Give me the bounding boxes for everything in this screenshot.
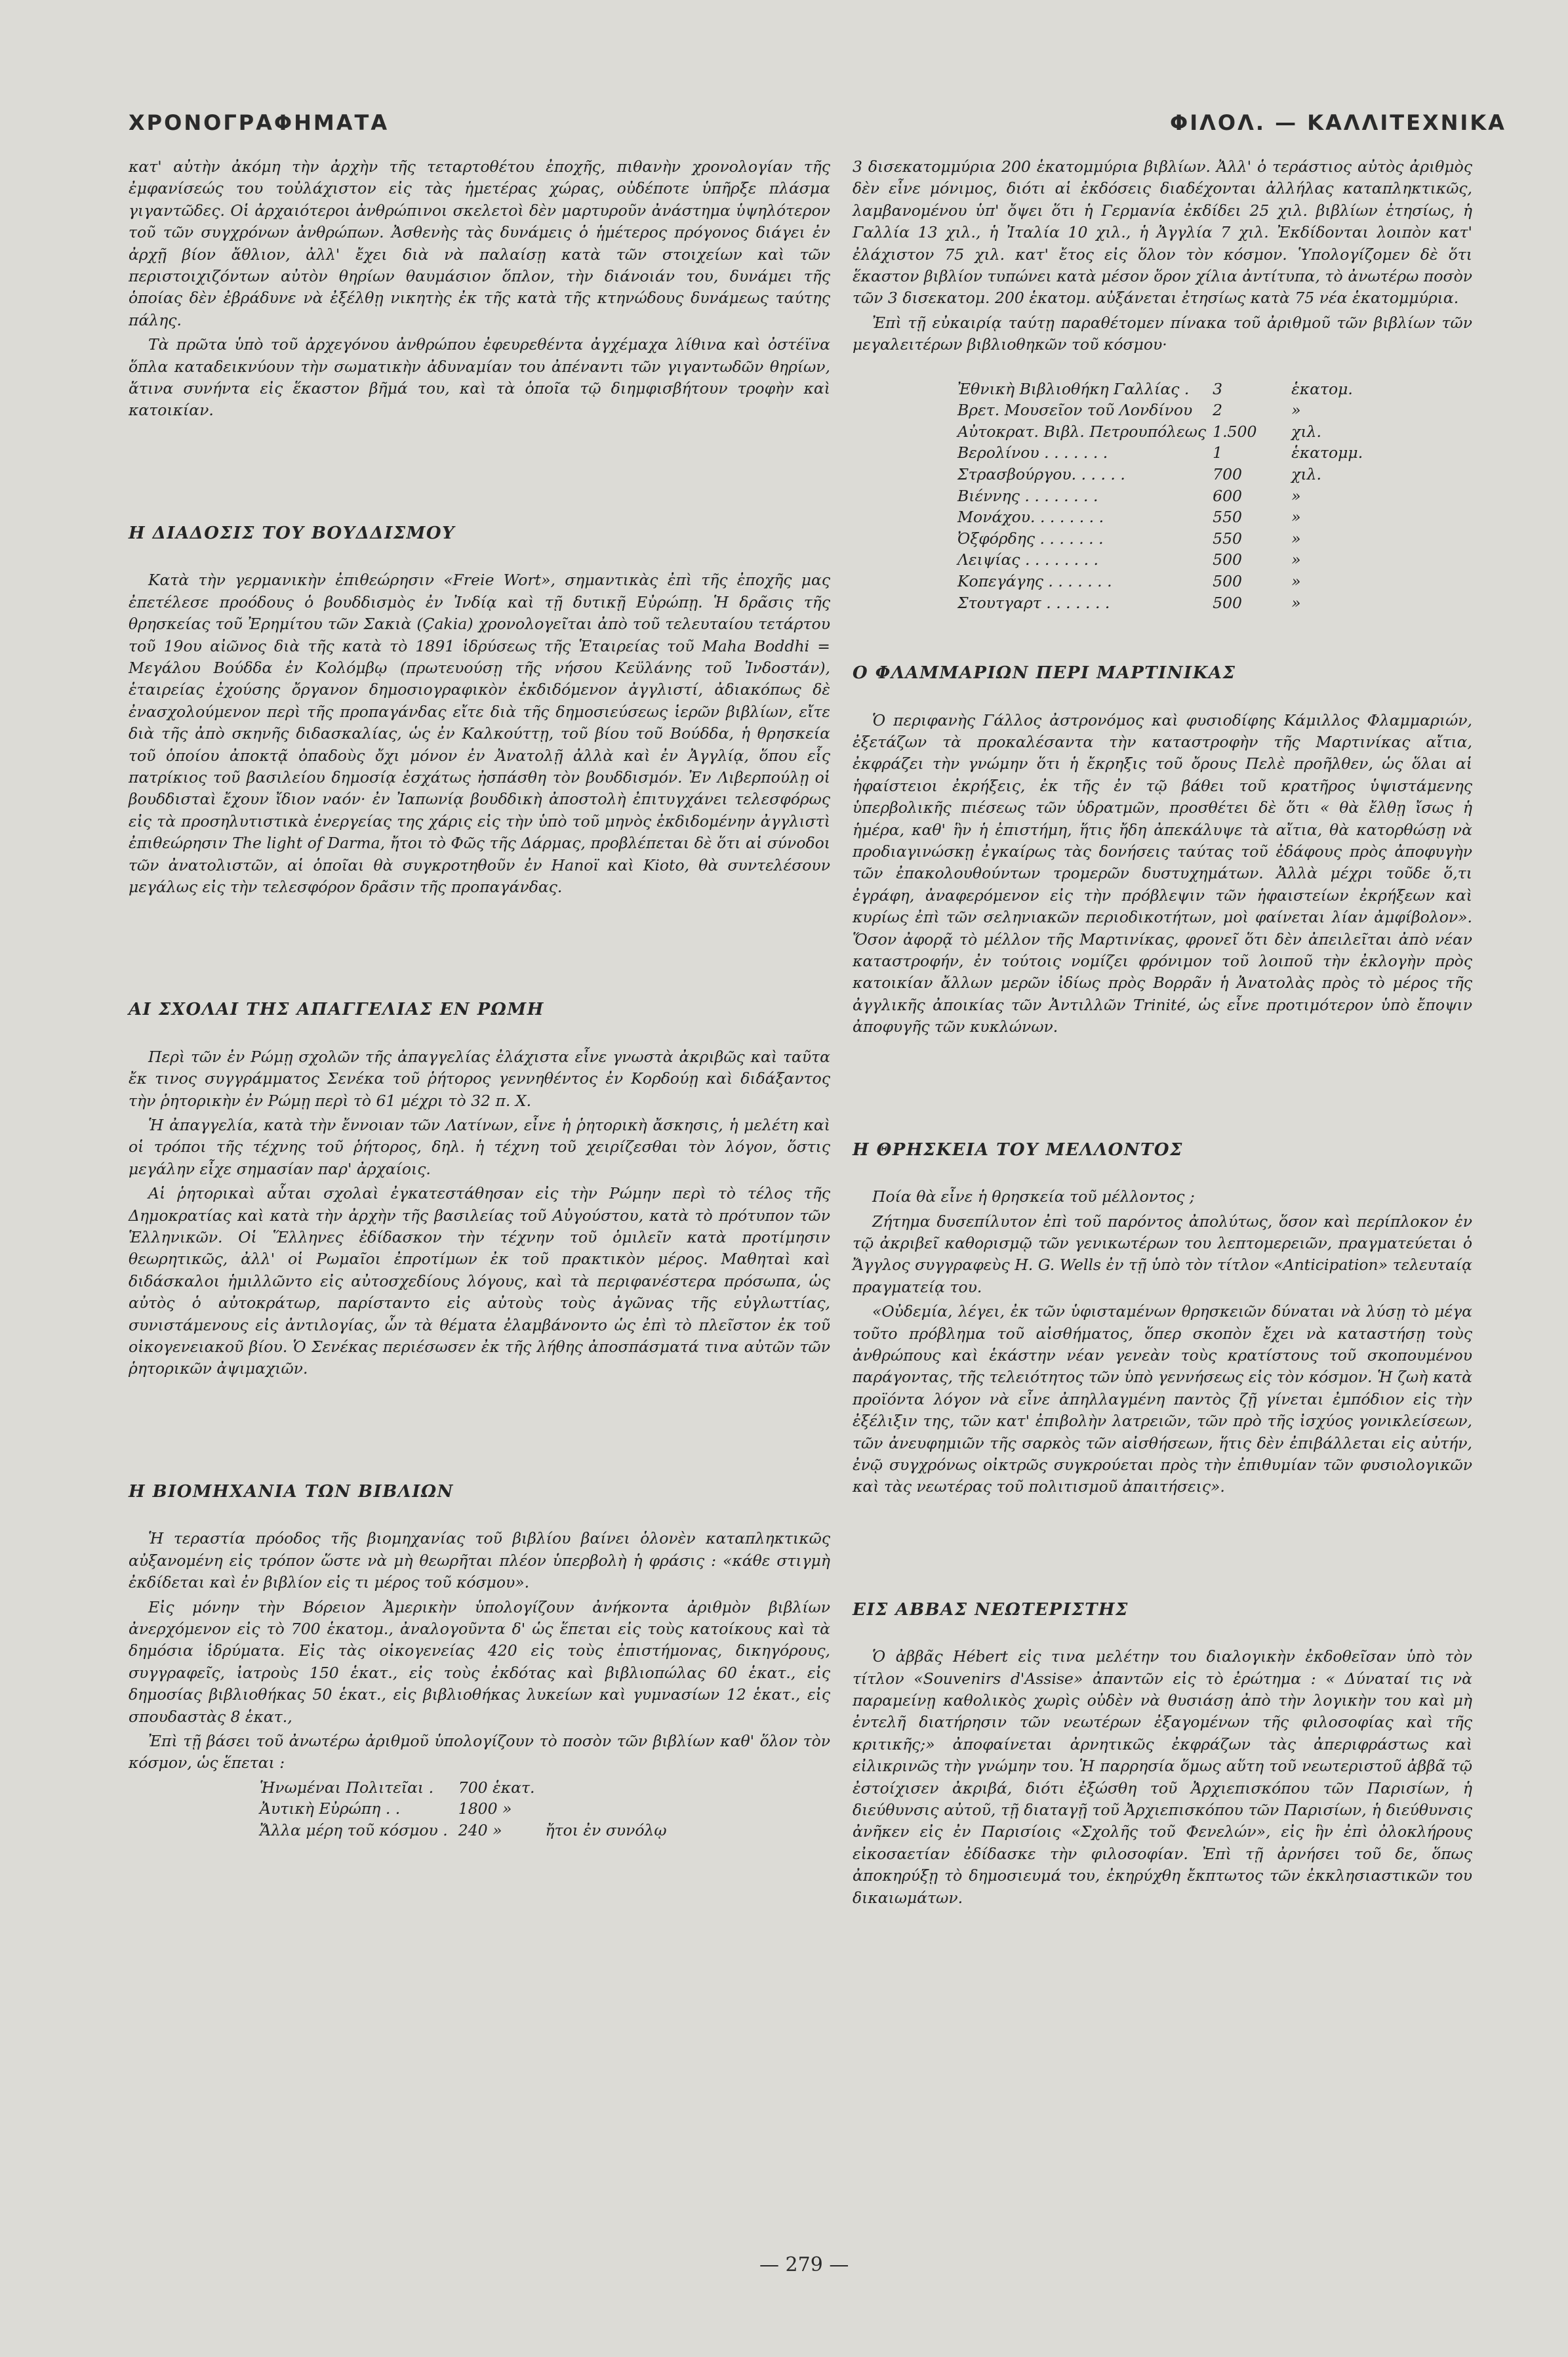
library-name: Ὀξφόρδης . . . . . . . bbox=[957, 529, 1104, 548]
library-name: Αὐτοκρατ. Βιβλ. Πετρουπόλεως bbox=[957, 422, 1207, 441]
library-count: 1.500 bbox=[1213, 422, 1257, 441]
library-count: 500 bbox=[1213, 572, 1242, 590]
section-title-buddhism: Η ΔΙΑΔΟΣΙΣ ΤΟΥ ΒΟΥΔΔΙΣΜΟΥ bbox=[129, 523, 456, 543]
section-body-buddhism: Κατὰ τὴν γερμανικὴν ἐπιθεώρησιν «Freie Wort», σημαντικὰς ἐπὶ τῆς ἐποχῆς μας ἐπετέλεσε προόδους ὁ βουδδισμὸς ἐν Ἰνδίᾳ καὶ τῇ δυτικῇ Εὐρώπῃ. Ἡ δρᾶσις τῆς θρησκείας τοῦ Ἐρημίτου τῶν Σακιὰ (Çakia) χρονολογεῖται ἀπὸ τοῦ τελευταίου τετάρτου τοῦ 19ου αἰῶνος διὰ τῆς κατὰ τὸ 1891 ἱδρύσεως τῆς Ἑταιρείας τοῦ Maha Boddhi = Μεγάλου Βούδδα ἐν Κολόμβῳ (πρωτευούσῃ τῆς νήσου Κεϋλάνης τοῦ Ἰνδοστάν), ἑταιρείας ἐχούσης ὄργανον δημοσιογραφικὸν ἐκδιδόμενον ἀγγλιστί, ἀδιακόπως δὲ ἐνασχολούμενον περὶ τῆς προπαγάνδας εἴτε διὰ τῆς δημοσιεύσεως ἱερῶν βιβλίων, εἴτε διὰ τῆς ἀπὸ σκηνῆς διδασκαλίας, ὡς ἐν Καλκούττῃ, τοῦ βίου τοῦ Βούδδα, ἡ θρησκεία τοῦ ὁποίου ἀποκτᾷ ὀπαδοὺς ὄχι μόνον ἐν Ἀνατολῇ ἀλλὰ καὶ ἐν Ἀγγλίᾳ, ὅπου εἷς πατρίκιος τοῦ βασιλείου δημοσίᾳ ἐσχάτως ἠσπάσθη τὸν βουδδισμόν. Ἐν Λιβερπούλῃ οἱ βουδδισταὶ ἔχουν ἴδιον ναόν· ἐν Ἰαπωνίᾳ βουδδικὴ ἀποστολὴ ἐπιτυγχάνει τελεσφόρως εἰς τὰ προσηλυτιστικὰ ἐνεργείας της χάρις εἰς τὴν ὑπὸ τοῦ μηνὸς ἐκδιδομένην ἀγγλιστὶ ἐπιθεώρησιν The light of Darma, ἤτοι τὸ Φῶς τῆς Δάρμας, προβλέπεται δὲ ὅτι αἱ σύνοδοι τῶν ἀνατολιστῶν, αἱ ὁποῖαι θὰ συγκροτηθοῦν ἐν Hanoï καὶ Kioto, θὰ συντελέσουν μεγάλως εἰς τὴν τελεσφόρον δρᾶσιν τῆς προπαγάνδας. bbox=[129, 571, 830, 896]
running-head-left: ΧΡΟΝΟΓΡΑΦΗΜΑΤΑ bbox=[129, 110, 390, 135]
region-value: 240 » bbox=[458, 1820, 502, 1839]
library-count: 500 bbox=[1213, 550, 1242, 569]
section-body-book-industry: Ἐπὶ τῇ βάσει τοῦ ἀνωτέρω ἀριθμοῦ ὑπολογίζουν τὸ ποσὸν τῶν βιβλίων καθ' ὅλον τὸν κόσμον, ὡς ἕπεται : bbox=[129, 1731, 830, 1773]
table-row bbox=[260, 1820, 677, 1841]
library-count: 600 bbox=[1213, 486, 1242, 505]
section-body-flammarion: Ὁ περιφανὴς Γάλλος ἀστρονόμος καὶ φυσιοδίφης Κάμιλλος Φλαμμαριών, ἐξετάζων τὰ προκαλέσαντα τὴν καταστροφὴν τῆς Μαρτινίκας αἴτια, ἐκφράζει τὴν γνώμην ὅτι ἡ ἔκρηξις τοῦ ὄρους Πελὲ προῆλθεν, ὡς ὅλαι αἱ ἡφαίστειοι ἐκρήξεις, ἐκ τῆς ἐν τῷ βάθει τοῦ κρατῆρος ὑψιστάμενης ὑπερβολικῆς πιέσεως τῶν ὑδρατμῶν, προσθέτει δὲ ὅτι « θὰ ἔλθῃ ἴσως ἡ ἡμέρα, καθ' ἣν ἡ ἐπιστήμη, ἥτις ἤδη ἀπεκάλυψε τὰ αἴτια, θὰ κατορθώσῃ νὰ προδιαγινώσκῃ ἐγκαίρως τὰς δονήσεις ταύτας τοῦ ἐδάφους πρὸς ἀποφυγὴν τῶν ἐπακολουθούντων τρομερῶν δυστυχημάτων. Ἀλλὰ μέχρι τοῦδε ὅ,τι ἐγράφη, ἀναφερόμενον εἰς τὴν πρόβλεψιν τῶν ἡφαιστείων ἐκρήξεων καὶ κυρίως ἐπὶ τῶν σεληνιακῶν περιοδικοτήτων, μοὶ φαίνεται λίαν ἀμφίβολον». Ὅσον ἀφορᾷ τὸ μέλλον τῆς Μαρτινίκας, φρονεῖ ὅτι δὲν ἀπειλεῖται ἀπὸ νέαν καταστροφήν, ἐν τούτοις νομίζει φρόνιμον τοῦ λοιποῦ τὴν ἐκλογὴν πρὸς κατοικίαν ἄλλων μερῶν ἰδίως πρὸς Βορρᾶν ἡ Ἀνατολὰς πρὸς τὸ μέρος τῆς ἀγγλικῆς ἀποικίας τῶν Ἀντιλλῶν Trinité, ὡς εἶνε προτιμότερον ὑπὸ ἔποψιν ἀποφυγῆς τῶν κυκλώνων. bbox=[853, 710, 1472, 1036]
library-unit: χιλ. bbox=[1291, 465, 1321, 484]
library-count: 550 bbox=[1213, 508, 1242, 527]
left-column bbox=[129, 156, 830, 1841]
section-body-book-industry: Ἡ τεραστία πρόοδος τῆς βιομηχανίας τοῦ βιβλίου βαίνει ὁλονὲν καταπληκτικῶς αὐξανομένη εἰς τρόπον ὥστε νὰ μὴ θεωρῆται πλέον ὑπερβολὴ ἡ φράσις : «κάθε στιγμὴ ἐκδίδεται καὶ ἐν βιβλίον εἰς τι μέρος τοῦ κόσμου». bbox=[129, 1529, 830, 1592]
table-row bbox=[957, 549, 1369, 571]
table-row bbox=[957, 400, 1369, 421]
library-name: Μονάχου. . . . . . . . bbox=[957, 508, 1104, 527]
right-column bbox=[853, 156, 1472, 1912]
running-head-right: ΦΙΛΟΛ. — ΚΑΛΛΙΤΕΧΝΙΚΑ bbox=[1170, 110, 1506, 135]
library-unit: » bbox=[1291, 486, 1301, 505]
section-body-rhetoric: Ἡ ἀπαγγελία, κατὰ τὴν ἔννοιαν τῶν Λατίνων, εἶνε ἡ ῥητορικὴ ἄσκησις, ἡ μελέτη καὶ οἱ τρόποι τῆς τέχνης τοῦ ῥήτορος, δηλ. ἡ τέχνη τοῦ χειρίζεσθαι τὸν λόγον, ὅστις μεγάλην εἶχε σημασίαν παρ' ἀρχαίοις. bbox=[129, 1116, 830, 1178]
table-row bbox=[957, 442, 1369, 464]
section-body-rhetoric: Αἱ ῥητορικαὶ αὗται σχολαὶ ἐγκατεστάθησαν εἰς τὴν Ρώμην περὶ τὸ τέλος τῆς Δημοκρατίας καὶ κατὰ τὴν ἀρχὴν τῆς βασιλείας τοῦ Αὐγούστου, κατὰ τὸ πρότυπον τῶν Ἑλληνικῶν. Οἱ Ἕλληνες ἐδίδασκον τὴν τέχνην τοῦ ὁμιλεῖν κατὰ προτίμησιν θεωρητικῶς, ἀλλ' οἱ Ρωμαῖοι ἐπροτίμων ἐκ τοῦ πρακτικὸν μέρος. Μαθηταὶ καὶ διδάσκαλοι ἡμιλλῶντο εἰς αὐτοσχεδίους λόγους, καὶ τὰ περιφανέστερα πρόσωπα, ὡς αὐτὸς ὁ αὐτοκράτωρ, παρίσταντο εἰς αὐτοὺς τοὺς ἀγῶνας τῆς εὐγλωττίας, συνιστάμενους εἰς ἀντιλογίας, ὧν τὰ θέματα ἐλαμβάνοντο ὡς ἐπὶ τὸ πλεῖστον ἐκ τοῦ οἰκογενειακοῦ βίου. Ὁ Σενέκας περιέσωσεν ἐκ τῆς λήθης ἀποσπάσματά τινα αὐτῶν τῶν ῥητορικῶν ἀψιμαχιῶν. bbox=[129, 1184, 830, 1378]
region-value: 1800 » bbox=[458, 1799, 512, 1818]
table-row bbox=[957, 506, 1369, 528]
library-count: 550 bbox=[1213, 529, 1242, 548]
intro-paragraph: Τὰ πρῶτα ὑπὸ τοῦ ἀρχεγόνου ἀνθρώπου ἐφευρεθέντα ἀγχέμαχα λίθινα καὶ ὀστέϊνα ὅπλα καταδεικνύουν τὴν σωματικὴν ἀδυναμίαν του ἀπέναντι τῶν γιγαντωδῶν θηρίων, ἅτινα συνήντα εἰς ἕκαστον βῆμά του, καὶ τὰ ὁποῖα τῷ διημφισβήτουν τροφὴν καὶ κατοικίαν. bbox=[129, 335, 830, 420]
library-name: Βιέννης . . . . . . . . bbox=[957, 486, 1098, 505]
intro-paragraph: κατ' αὐτὴν ἀκόμη τὴν ἀρχὴν τῆς τεταρτοθέτου ἐποχῆς, πιθανὴν χρονολογίαν τῆς ἐμφανίσεώς του τοὐλάχιστον εἰς τὰς ἡμετέρας χώρας, οὐδέποτε ὑπῆρξε πλάσμα γιγαντῶδες. Οἱ ἀρχαιότεροι ἀνθρώπινοι σκελετοὶ δὲν μαρτυροῦν ἀνάστημα ὑψηλότερον τοῦ τῶν συγχρόνων ἀνθρώπων. Ἀσθενὴς τὰς δυνάμεις ὁ ἡμέτερος πρόγονος διάγει ἐν ἀρχῇ βίον ἄθλιον, ἀλλ' ἔχει διὰ νὰ παλαίσῃ κατὰ τῶν στοιχείων καὶ τῶν περιστοιχιζόντων αὐτὸν θηρίων θαυμάσιον ὅπλον, τὴν διάνοιάν του, δυνάμει τῆς ὁποίας δὲν ἐβράδυνε νὰ ἐξέλθῃ νικητὴς ἐκ τῆς κατὰ τῆς κτηνώδους δυνάμεως ταύτης πάλης. bbox=[129, 157, 830, 329]
section-title-rhetoric: ΑΙ ΣΧΟΛΑΙ ΤΗΣ ΑΠΑΓΓΕΛΙΑΣ ΕΝ ΡΩΜΗ bbox=[129, 1000, 544, 1020]
section-body-rhetoric: Περὶ τῶν ἐν Ρώμῃ σχολῶν τῆς ἀπαγγελίας ἐλάχιστα εἶνε γνωστὰ ἀκριβῶς καὶ ταῦτα ἔκ τινος συγγράμματος Σενέκα τοῦ ῥήτορος γεννηθέντος ἐν Κορδούῃ καὶ διδάξαντος τὴν ῥητορικὴν ἐν Ρώμῃ περὶ τὸ 61 μέχρι τὸ 32 π. Χ. bbox=[129, 1047, 830, 1110]
library-name: Ἐθνικὴ Βιβλιοθήκη Γαλλίας . bbox=[957, 379, 1190, 398]
section-title-flammarion: Ο ΦΛΑΜΜΑΡΙΩΝ ΠΕΡΙ ΜΑΡΤΙΝΙΚΑΣ bbox=[853, 663, 1236, 684]
table-row bbox=[957, 379, 1369, 400]
section-body-future-religion: «Οὐδεμία, λέγει, ἐκ τῶν ὑφισταμένων θρησκειῶν δύναται νὰ λύσῃ τὸ μέγα τοῦτο πρόβλημα τοῦ αἰσθήματος, ὅπερ σκοπὸν ἔχει νὰ καταστήσῃ τοὺς ἀνθρώπους καὶ ἑκάστην νέαν γενεὰν τοὺς κρατίστους τοῦ σκοπουμένου παράγοντας, τῆς τελειότητος τῶν ὑπὸ γεννήσεως εἰς τὸν κόσμον. Ἡ ζωὴ κατὰ προϊόντα λόγον νὰ εἶνε ἀπηλλαγμένη παντὸς ζῇ γίνεται ἐμπόδιον εἰς τὴν ἐξέλιξιν της, τῶν κατ' ἐπιβολὴν λατρειῶν, τῶν πρὸ τῆς ἰσχύος γονικλείσεων, τῶν ἀνευφημιῶν τῆς σαρκὸς τῶν αἰσθήσεων, ἥτις δὲν ἐπιβάλλεται εἰς αὐτήν, ἐνῷ συγχρόνως οἰκτρῶς συγκρούεται πρὸς τὴν ἐπιθυμίαν τῶν φυσιολογικῶν καὶ τὰς νεωτέρας τοῦ πολιτισμοῦ ἀπαιτήσεις». bbox=[853, 1302, 1472, 1496]
region-value: 700 ἑκατ. bbox=[458, 1778, 535, 1797]
table-row bbox=[260, 1798, 677, 1820]
section-body-modernist-abbe: Ὁ ἀββᾶς Hébert εἰς τινα μελέτην του διαλογικὴν ἐκδοθεῖσαν ὑπὸ τὸν τίτλον «Souvenirs d'Assise» ἀπαντῶν εἰς τὸ ἐρώτημα : « Δύναταί τις νὰ παραμείνῃ καθολικὸς χωρὶς οὐδὲν νὰ θυσιάσῃ ἀπὸ τὴν λογικὴν του καὶ μὴ ἐντελῆ διατήρησιν τῶν νεωτέρων ἐξαγομένων τῆς φιλοσοφίας καὶ τῆς κριτικῆς;» ἀποφαίνεται ἀρνητικῶς ἐκφράζων τὰς ἀπεριφράστως καὶ εἰλικρινῶς τὴν γνώμην του. Ἡ παρρησία ὅμως αὕτη τοῦ νεωτεριστοῦ ἀββᾶ τῷ ἐστοίχισεν ἀκριβά, διότι ἐξώσθη τοῦ Ἀρχιεπισκόπου τῶν Παρισίων, ἡ διεύθυνσις αὐτοῦ, τῇ διαταγῇ τοῦ Ἀρχιεπισκόπου τῶν Παρισίων, ἡ διεύθυνσις ἀνῆκεν εἰς ἐν Παρισίοις «Σχολῆς τοῦ Φενελών», εἰς ἣν ἐπὶ ὀλοκλήρους εἰκοσαετίαν ἐδίδασκε τὴν φιλοσοφίαν. Ἐπὶ τῇ ἀρνήσει τοῦ δε, ὅπως ἀποκηρύξῃ τὸ δημοσιευμά του, ἐκηρύχθη ἔκπτωτος τῶν ἐκκλησιαστικῶν του δικαιωμάτων. bbox=[853, 1647, 1472, 1907]
libraries-table bbox=[957, 379, 1369, 614]
library-count: 700 bbox=[1213, 465, 1242, 484]
library-name: Βερολίνου . . . . . . . bbox=[957, 443, 1108, 462]
library-unit: ἑκατομ. bbox=[1291, 379, 1353, 398]
section-title-book-industry: Η ΒΙΟΜΗΧΑΝΙΑ ΤΩΝ ΒΙΒΛΙΩΝ bbox=[129, 1481, 454, 1502]
library-count: 1 bbox=[1213, 443, 1223, 462]
section-title-modernist-abbe: ΕΙΣ ΑΒΒΑΣ ΝΕΩΤΕΡΙΣΤΗΣ bbox=[853, 1599, 1129, 1620]
library-name: Στρασβούργου. . . . . . bbox=[957, 465, 1125, 484]
library-name: Κοπεγάγης . . . . . . . bbox=[957, 572, 1112, 590]
region-name: Ἀυτικὴ Εὐρώπη . . bbox=[260, 1799, 401, 1818]
world-books-table bbox=[260, 1777, 677, 1841]
section-title-future-religion: Η ΘΡΗΣΚΕΙΑ ΤΟΥ ΜΕΛΛΟΝΤΟΣ bbox=[853, 1139, 1183, 1160]
table-row bbox=[957, 421, 1369, 443]
region-name: Ἄλλα μέρη τοῦ κόσμου . bbox=[260, 1820, 448, 1839]
page-number: — 279 — bbox=[759, 2253, 849, 2276]
library-name: Λειψίας . . . . . . . . bbox=[957, 550, 1098, 569]
library-unit: ἑκατομμ. bbox=[1291, 443, 1363, 462]
intro-paragraph: Ἐπὶ τῇ εὐκαιρίᾳ ταύτῃ παραθέτομεν πίνακα τοῦ ἀριθμοῦ τῶν βιβλίων τῶν μεγαλειτέρων βιβλιοθηκῶν τοῦ κόσμου· bbox=[853, 313, 1472, 354]
table-row bbox=[260, 1777, 677, 1799]
intro-paragraph: 3 δισεκατομμύρια 200 ἑκατομμύρια βιβλίων. Ἀλλ' ὁ τεράστιος αὐτὸς ἀριθμὸς δὲν εἶνε μόνιμος, διότι αἱ ἐκδόσεις διαδέχονται ἀλλήλας καταπληκτικῶς, λαμβανομένου ὑπ' ὄψει ὅτι ἡ Γερμανία ἐκδίδει 25 χιλ. βιβλίων ἐτησίως, ἡ Γαλλία 13 χιλ., ἡ Ἰταλία 10 χιλ., ἡ Ἀγγλία 7 χιλ. Ἐκδίδονται λοιπὸν κατ' ἐλάχιστον 75 χιλ. κατ' ἔτος εἰς ὅλον τὸν κόσμον. Ὑπολογίζομεν δὲ ὅτι ἕκαστον βιβλίον τυπώνει κατὰ μέσον ὅρον χίλια ἀντίτυπα, τὸ ἀνωτέρω ποσὸν τῶν 3 δισεκατομ. 200 ἑκατομ. αὐξάνεται ἐτησίως κατὰ 75 νέα ἑκατομμύρια. bbox=[853, 157, 1472, 308]
table-row bbox=[957, 528, 1369, 550]
library-unit: » bbox=[1291, 550, 1301, 569]
library-unit: χιλ. bbox=[1291, 422, 1321, 441]
region-note: ἤτοι ἐν συνόλῳ bbox=[545, 1820, 667, 1839]
library-count: 3 bbox=[1213, 379, 1223, 398]
library-count: 2 bbox=[1213, 401, 1223, 420]
table-row bbox=[957, 485, 1369, 507]
library-count: 500 bbox=[1213, 593, 1242, 612]
section-body-future-religion: Ποία θὰ εἶνε ἡ θρησκεία τοῦ μέλλοντος ; bbox=[872, 1187, 1195, 1206]
table-row bbox=[957, 571, 1369, 592]
library-unit: » bbox=[1291, 529, 1301, 548]
library-unit: » bbox=[1291, 401, 1301, 420]
table-row bbox=[957, 592, 1369, 614]
region-name: Ἡνωμέναι Πολιτεῖαι . bbox=[260, 1778, 434, 1797]
section-body-book-industry: Εἰς μόνην τὴν Βόρειον Ἀμερικὴν ὑπολογίζουν ἀνήκοντα ἀριθμὸν βιβλίων ἀνερχόμενον εἰς τὸ 700 ἑκατομ., ἀναλογοῦντα δ' ὡς ἕπεται εἰς τοὺς κατοίκους καὶ τὰ δημόσια ἱδρύματα. Εἰς τὰς οἰκογενείας 420 εἰς τοὺς ἐπιστήμονας, δικηγόρους, συγγραφεῖς, ἰατροὺς 150 ἑκατ., εἰς τοὺς ἐκδότας καὶ βιβλιοπώλας 60 ἑκατ., εἰς δημοσίας βιβλιοθήκας 50 ἑκατ., εἰς βιβλιοθήκας λυκείων καὶ γυμνασίων 12 ἑκατ., εἰς σπουδαστὰς 8 ἑκατ., bbox=[129, 1597, 830, 1726]
library-unit: » bbox=[1291, 593, 1301, 612]
table-row bbox=[957, 464, 1369, 485]
library-name: Στουτγαρτ . . . . . . . bbox=[957, 593, 1110, 612]
library-unit: » bbox=[1291, 508, 1301, 527]
region-note bbox=[545, 1798, 677, 1820]
section-body-future-religion: Ζήτημα δυσεπίλυτον ἐπὶ τοῦ παρόντος ἀπολύτως, ὅσον καὶ περίπλοκον ἐν τῷ ἀκριβεῖ καθορισμῷ τῶν γενικωτέρων του λεπτομερειῶν, πραγματεύεται ὁ Ἄγγλος συγγραφεὺς H. G. Wells ἐν τῇ ὑπὸ τὸν τίτλον «Anticipation» τελευταίᾳ πραγματείᾳ του. bbox=[853, 1212, 1472, 1296]
region-note bbox=[545, 1777, 677, 1799]
library-unit: » bbox=[1291, 572, 1301, 590]
library-name: Βρετ. Μουσεῖον τοῦ Λονδίνου bbox=[957, 401, 1193, 420]
